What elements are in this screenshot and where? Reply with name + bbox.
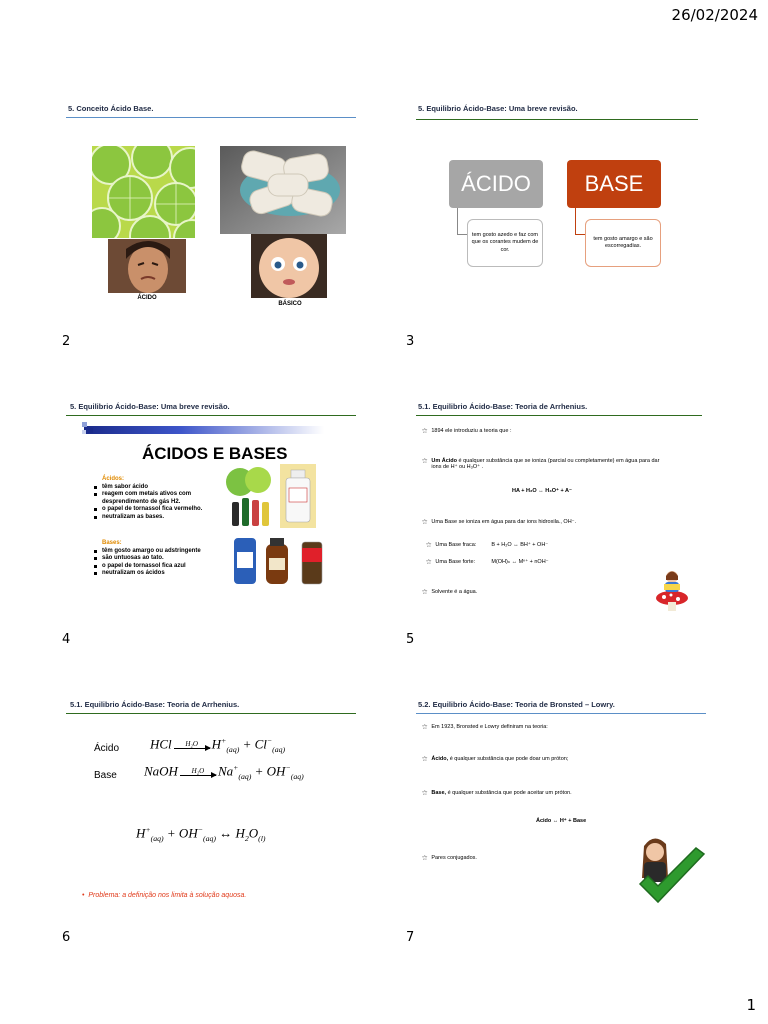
header-gradient-bar [84, 426, 324, 434]
slide-heading: ÁCIDOS E BASES [142, 444, 288, 463]
problem-bullet: • [82, 892, 89, 899]
acid-bottle-photo [280, 464, 316, 528]
title-rule [416, 713, 706, 714]
bullet-item [422, 790, 572, 797]
slide-number: 6 [62, 930, 71, 945]
arrhenius-acid-reaction: HCl H₂O $H^+_{(aq)} + Cl^-_{(aq)}$ [150, 736, 286, 754]
caption-acid: ÁCIDO [137, 295, 157, 301]
slide-7 [412, 700, 712, 920]
bullet-label: Uma Base forte: [435, 559, 476, 565]
bullet-icon: ⚝ [422, 519, 428, 525]
acids-list [94, 476, 224, 521]
caption-base: BÁSICO [278, 301, 302, 307]
slide-number: 4 [62, 632, 71, 647]
bullet-item [422, 428, 511, 435]
bronsted-equation: Ácido ↔ H⁺ + Base [536, 818, 587, 824]
header-squares-icon [82, 422, 96, 436]
slide-4 [62, 402, 362, 622]
base-connector-h [575, 234, 585, 235]
bullet-item [422, 589, 477, 596]
bullet-text: Em 1923, Bronsted e Lowry definiram na teoria: [431, 724, 548, 730]
acid-connector-h [457, 234, 467, 235]
bullet-icon: ⚝ [422, 589, 428, 595]
water-formation-equation: $H^+_{(aq)} + OH^-_{(aq)}$ ↔ $H_2O_{(l)}$ [136, 825, 266, 843]
arrhenius-acid-equation: HA + H₂O ↔ H₃O⁺ + A⁻ [512, 488, 572, 494]
bases-header: Bases: [102, 540, 122, 546]
bullet-icon: ⚝ [422, 724, 428, 730]
bullet-text [431, 790, 571, 796]
slide-number: 7 [406, 930, 415, 945]
bullet-text [431, 458, 659, 470]
bullet-rest: é qualquer substância que pode aceitar um próton. [446, 790, 572, 796]
bullet-item [426, 559, 549, 566]
bullet-text [431, 756, 568, 762]
problem-note [82, 892, 246, 899]
acid-property: o papel de tornassol fica vermelho. [94, 506, 224, 514]
problem-text: Problema: a definição nos limita à solução aquosa. [88, 892, 247, 899]
base-bottles-photo [230, 534, 356, 586]
bullet-icon: ⚝ [422, 855, 428, 861]
lime-and-soda-photo [222, 466, 274, 530]
acid-note: tem gosto azedo e faz com que os corantes mudem de cor. [467, 219, 543, 267]
slide-number: 2 [62, 334, 71, 349]
bitter-face-photo [251, 234, 327, 298]
bullet-text: 1894 ele introduziu a teoria que : [431, 428, 512, 434]
bullet-text: Pares conjugados. [431, 855, 477, 861]
bullet-icon: ⚝ [422, 756, 428, 762]
bullet-rest: é qualquer substância que pode doar um próton; [448, 756, 569, 762]
sour-face-photo [108, 239, 186, 293]
base-property: neutralizam os ácidos [94, 570, 224, 578]
acid-property: neutralizam as bases. [94, 514, 224, 522]
bullet-item [422, 756, 568, 763]
acid-property: têm sabor ácido [94, 484, 224, 492]
bullet-text: Solvente é a água. [431, 589, 478, 595]
base-note: tem gosto amargo e são escorregadias. [585, 219, 661, 267]
slide-title: 5. Equilibrio Ácido-Base: Uma breve revisão. [418, 104, 578, 113]
base-label: Base [94, 770, 117, 781]
bullet-lead: Base, [431, 790, 447, 796]
slide-title: 5.1. Equilibrio Ácido-Base: Teoria de Arrhenius. [418, 402, 588, 411]
bullet-lead: Um Ácido [431, 458, 458, 464]
base-property: têm gosto amargo ou adstringente [94, 548, 224, 556]
slide-number: 5 [406, 632, 415, 647]
acid-connector [457, 208, 458, 234]
over-arrow-solvent: H₂O [185, 740, 198, 749]
acid-label: Ácido [94, 743, 120, 754]
weak-base-equation: B + H₂O ↔ BH⁺ + OH⁻ [491, 542, 549, 548]
soap-photo [220, 146, 346, 234]
slide-6 [62, 700, 362, 920]
bullet-icon: ⚝ [422, 790, 428, 796]
acid-box: ÁCIDO [449, 160, 543, 208]
title-rule [416, 415, 702, 416]
bullet-item [422, 458, 659, 470]
acids-header: Ácidos: [102, 476, 125, 482]
bullet-item [426, 542, 548, 549]
bullet-label: Uma Base fraca: [435, 542, 477, 548]
title-rule [66, 713, 356, 714]
slide-title: 5.2. Equilibrio Ácido-Base: Teoria de Bronsted – Lowry. [418, 700, 615, 709]
over-arrow-solvent: H₂O [191, 767, 205, 776]
bullet-icon: ⚝ [426, 542, 432, 548]
slide-5 [412, 402, 712, 622]
bases-list [94, 540, 224, 578]
title-rule [416, 119, 698, 120]
base-property: são untuosas ao tato. [94, 555, 224, 563]
page-date: 26/02/2024 [671, 6, 758, 24]
slide-number: 3 [406, 334, 415, 349]
slide-3 [412, 104, 712, 324]
reading-girl-illustration [654, 568, 690, 612]
bullet-item [422, 519, 576, 526]
bullet-rest: é qualquer substância que se ioniza (parcial ou completamente) em água para dar [457, 458, 660, 464]
bullet-icon: ⚝ [422, 428, 428, 434]
bullet-icon: ⚝ [426, 559, 432, 565]
title-rule [66, 117, 356, 118]
base-connector [575, 208, 576, 234]
page-number: 1 [746, 996, 756, 1014]
bullet-item [422, 855, 477, 862]
base-property: o papel de tornassol fica azul [94, 563, 224, 571]
teacher-checkmark-illustration [634, 834, 708, 914]
slide-2 [62, 104, 362, 324]
title-rule [66, 415, 356, 416]
slide-title: 5. Conceito Ácido Base. [68, 104, 154, 113]
bullet-lead: Ácido, [431, 756, 449, 762]
base-box: BASE [567, 160, 661, 208]
bullet-line2: ions de H⁺ ou H₃O⁺ . [431, 464, 484, 470]
strong-base-equation: M(OH)ₙ ↔ Mⁿ⁺ + nOH⁻ [491, 559, 549, 565]
acid-property: reagem com metais ativos com desprendimento de gás H2. [94, 491, 224, 506]
slide-title: 5. Equilibrio Ácido-Base: Uma breve revisão. [70, 402, 230, 411]
bullet-icon: ⚝ [422, 458, 428, 464]
bullet-item [422, 724, 548, 731]
limes-photo [92, 146, 195, 238]
bullet-text: Uma Base se ioniza em água para dar ions hidroxila., OH⁻. [431, 519, 577, 525]
slide-title: 5.1. Equilibrio Ácido-Base: Teoria de Arrhenius. [70, 700, 240, 709]
arrhenius-base-reaction: NaOH H₂O $Na^+_{(aq)} + OH^-_{(aq)}$ [144, 763, 304, 781]
